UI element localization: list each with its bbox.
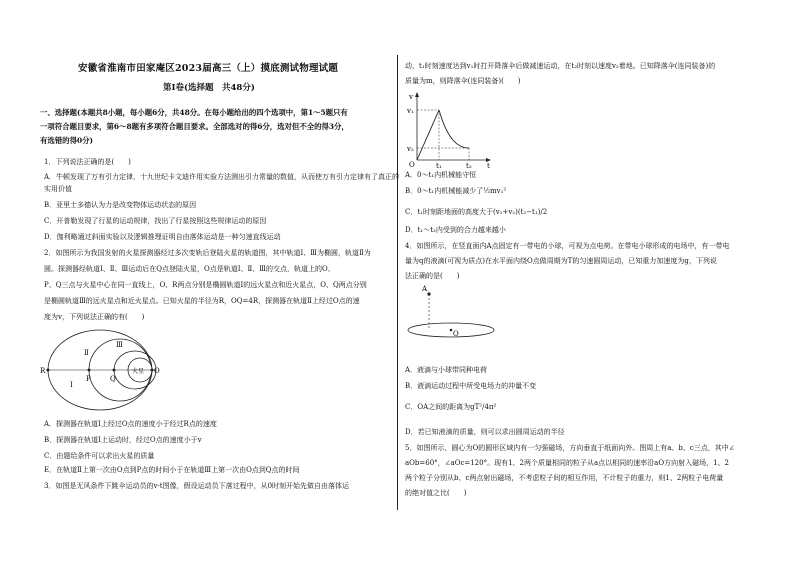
- q3-cont-line: 质量为m，则降落伞(连同装备)( ): [405, 77, 521, 85]
- q4-option: A．液滴与小球带同种电荷: [405, 366, 488, 374]
- q4-line: 法正确的是( ): [405, 272, 460, 280]
- freefall-segment: [417, 110, 439, 160]
- q2-line: P、Q三点与火星中心在同一直线上，O、R两点分别是椭圆轨道Ⅰ的远火星点和近火星点，O、Q两点分别: [44, 281, 367, 289]
- part1-heading: 第Ⅰ卷(选择题 共48分): [163, 83, 255, 93]
- label-O: O: [453, 330, 459, 338]
- label-v1: v₁: [407, 107, 414, 115]
- q2-line: 度为v，下列说法正确的有( ): [44, 313, 145, 321]
- q1-option: B．亚里士多德认为力是改变物体运动状态的原因: [44, 201, 197, 209]
- label-origin: O: [409, 161, 415, 169]
- q2-line: 2．如图所示为我国发射的火星探测器经过多次变轨后登陆火星的轨道图，其中轨道Ⅰ、Ⅲ为椭圆，轨道Ⅱ为: [44, 249, 371, 257]
- q4-option: B．液滴运动过程中所受电场力的冲量不变: [405, 382, 537, 390]
- q2-option: E．在轨道Ⅱ上第一次由O点到P点的时间小于在轨道Ⅲ上第一次由O点到Q点的时间: [44, 466, 300, 474]
- label-II: Ⅱ: [84, 349, 89, 357]
- question-1-stem: 1．下列说法正确的是( ): [44, 158, 131, 166]
- orbit-diagram: [40, 325, 170, 415]
- q4-option: C．OA之间的距离为gT²/4π²: [405, 403, 497, 411]
- q2-option: B．探测器在轨道Ⅰ上运动时，经过O点的速度小于v: [44, 436, 202, 444]
- q4-line: 量为q的液滴(可视为质点)在水平面内绕O点做周期为T的匀速圆周运动，已知重力加速度为g，下列说: [405, 257, 717, 265]
- charge-diagram: [405, 280, 505, 342]
- q2-line: 圆。探测器经轨道Ⅰ、Ⅱ、Ⅲ运动后在Q点登陆火星，O点是轨道Ⅰ、Ⅱ、Ⅲ的交点，轨道上的O、: [44, 265, 335, 273]
- q3-option: B．0～t₁内机械能减少了½mv₁²: [405, 187, 507, 195]
- section1-line: 一项符合题目要求，第6～8题有多项符合题目要求。全部选对的得6分，选对但不全的得3分，: [40, 122, 349, 131]
- label-I: Ⅰ: [70, 381, 73, 389]
- section1-line: 有选错的得0分): [40, 136, 93, 145]
- point-Q: [113, 369, 116, 372]
- deceleration-curve: [439, 110, 469, 148]
- label-t2: t₂: [466, 162, 472, 170]
- label-P: P: [86, 375, 91, 383]
- v-axis-arrow: [415, 92, 419, 97]
- q3-cont-line: 动，t₁时刻速度达到v₁时打开降落伞后做减速运动，在t₂时刻以速度v₂着地。已知降落伞(连同装备)的: [405, 62, 716, 70]
- label-O: O: [154, 367, 160, 375]
- q2-line: 是椭圆轨道Ⅲ的远火星点和近火星点。已知火星的半径为R，OQ=4R，探测器在轨道Ⅱ上经过O点的速: [44, 297, 360, 305]
- q3-stem: 3．如图是无风条件下跳伞运动员的v-t图像，假设运动员下落过程中，从0时刻开始先做自由落体运: [44, 482, 350, 490]
- q5-line: 的绝对值之比( ): [405, 489, 467, 497]
- point-O: [450, 329, 453, 332]
- label-t: t: [487, 162, 490, 170]
- q2-option: A．探测器在轨道Ⅰ上经过O点的速度小于经过R点的速度: [44, 420, 217, 428]
- section1-line: 一、选择题(本题共8小题，每小题6分，共48分。在每小题给出的四个选项中，第1～5题只有: [40, 108, 348, 117]
- q5-line: aOb=60°，∠aOc=120°。现有1、2两个质量相同的粒子从a点以相同的速率沿aO方向射入磁场，1、2: [405, 459, 729, 467]
- q2-option: C．由题给条件可以求出火星的质量: [44, 452, 155, 460]
- label-Q: Q: [110, 375, 116, 383]
- label-A: A: [422, 285, 428, 293]
- q3-option: A．0～t₁内机械能守恒: [405, 171, 477, 179]
- label-R: R: [40, 367, 46, 375]
- label-v2: v₂: [407, 145, 414, 153]
- q1-option: D．伽利略通过斜面实验以及逻辑推理证明自由落体运动是一种匀速直线运动: [44, 233, 281, 241]
- q3-option: C．t₁时刻距地面的高度大于(v₁+v₂)(t₂−t₁)/2: [405, 208, 548, 216]
- q5-line: 5．如图所示，圆心为O的圆形区域内有一匀强磁场，方向垂直于纸面向外。图周上有a、b、c三点，其中∠: [405, 444, 735, 452]
- q1-option: A．牛顿发现了万有引力定律，十九世纪卡文迪许用实验方法测出引力常量的数值，从而使万有引力定律有了真正的: [44, 173, 400, 181]
- q1-option: 实用价值: [44, 185, 72, 193]
- column-divider: [397, 55, 398, 510]
- point-R: [47, 369, 50, 372]
- exam-title: 安徽省淮南市田家庵区2023届高三（上）摸底测试物理试题: [78, 63, 339, 74]
- q4-option: D．若已知液滴的质量，则可以求出圆周运动的半径: [405, 428, 565, 436]
- vt-graph: [407, 90, 497, 170]
- label-t1: t₁: [436, 162, 442, 170]
- q5-line: 两个粒子分别从b、c两点射出磁场，不考虑粒子间的相互作用，不计粒子的重力，则1、2两粒子电荷量: [405, 474, 724, 482]
- label-v: v: [409, 93, 413, 101]
- label-III: Ⅲ: [116, 341, 123, 349]
- label-mars: 火星: [132, 368, 145, 375]
- q1-option: C．开普勒发现了行星的运动规律，找出了行星按照这些规律运动的原因: [44, 217, 267, 225]
- q3-option: D．t₁～t₂内受到的合力越来越小: [405, 226, 506, 234]
- point-P: [88, 369, 91, 372]
- q4-line: 4．如图所示，在竖直面内A点固定有一带电的小球，可视为点电荷。在带电小球形成的电场中，有一带电: [405, 242, 730, 250]
